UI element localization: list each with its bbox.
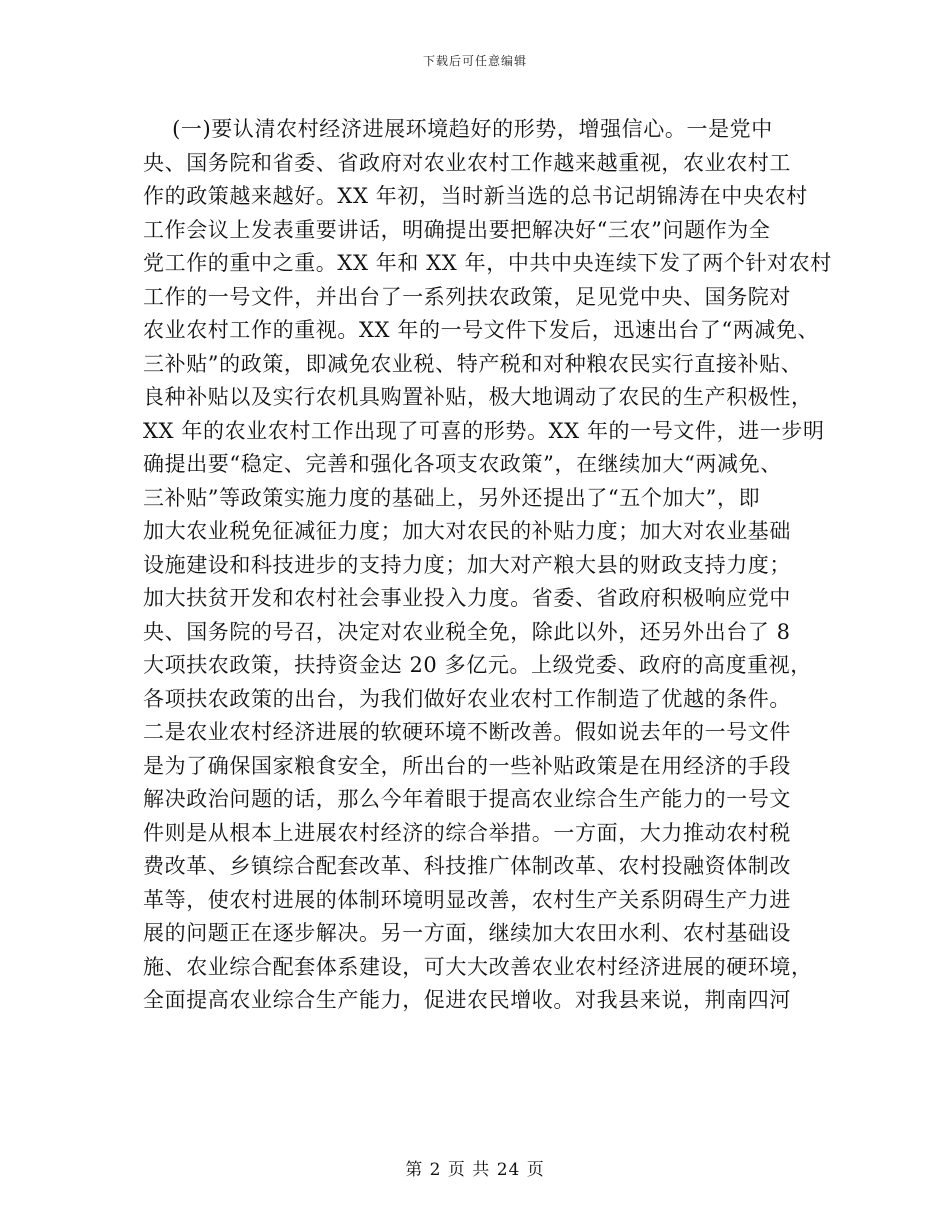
body-line: 加大农业税免征减征力度；加大对农民的补贴力度；加大对农业基础 [143,519,791,543]
body-line: 三补贴”等政策实施力度的基础上，另外还提出了“五个加大”，即 [143,485,761,510]
body-line: (一)要认清农村经济进展环境趋好的形势，增强信心。一是党中 [143,117,773,141]
body-line: 确提出要“稳定、完善和强化各项支农政策”，在继续加大“两减免、 [143,452,782,476]
body-line: 各项扶农政策的出台，为我们做好农业农村工作制造了优越的条件。 [143,686,791,711]
body-line: 件则是从根本上进展农村经济的综合举措。一方面，大力推动农村税 [143,820,791,845]
body-line: 革等，使农村进展的体制环境明显改善，农村生产关系阴碍生产力进 [143,887,791,912]
body-line: 二是农业农村经济进展的软硬环境不断改善。假如说去年的一号文件 [143,720,791,744]
body-line: 费改革、乡镇综合配套改革、科技推广体制改革、农村投融资体制改 [143,854,791,878]
body-line: 央、国务院和省委、省政府对农业农村工作越来越重视，农业农村工 [143,150,791,175]
page-header: 下载后可任意编辑 [422,54,527,68]
body-line: 大项扶农政策，扶持资金达 20 多亿元。上级党委、政府的高度重视， [143,653,812,677]
body-line: XX 年的农业农村工作出现了可喜的形势。XX 年的一号文件，进一步明 [143,418,825,443]
body-line: 作的政策越来越好。XX 年初，当时新当选的总书记胡锦涛在中央农村 [143,184,808,208]
body-line: 加大扶贫开发和农村社会事业投入力度。省委、省政府积极响应党中 [143,586,791,610]
page-footer: 第 2 页 共 24 页 [405,1160,545,1180]
body-line: 施、农业综合配套体系建设，可大大改善农业农村经济进展的硬环境， [143,954,813,979]
body-line: 央、国务院的号召，决定对农业税全免，除此以外，还另外出台了 8 [143,619,791,644]
body-line: 三补贴”的政策，即减免农业税、特产税和对种粮农民实行直接补贴、 [143,351,803,376]
body-line: 设施建设和科技进步的支持力度；加大对产粮大县的财政支持力度； [143,552,791,577]
body-line: 全面提高农业综合生产能力，促进农民增收。对我县来说，荆南四河 [143,988,791,1012]
body-line: 解决政治问题的话，那么今年着眼于提高农业综合生产能力的一号文 [143,787,791,811]
body-line: 工作会议上发表重要讲话，明确提出要把解决好“三农”问题作为全 [143,217,771,242]
body-line: 良种补贴以及实行农机具购置补贴，极大地调动了农民的生产积极性， [143,385,813,409]
body-line: 党工作的重中之重。XX 年和 XX 年，中共中央连续下发了两个针对农村 [143,251,832,275]
body-line: 是为了确保国家粮食安全，所出台的一些补贴政策是在用经济的手段 [143,753,791,778]
body-line: 工作的一号文件，并出台了一系列扶农政策，足见党中央、国务院对 [143,284,791,309]
document-body [143,113,832,1018]
body-line: 展的问题正在逐步解决。另一方面，继续加大农田水利、农村基础设 [143,921,791,945]
body-line: 农业农村工作的重视。XX 年的一号文件下发后，迅速出台了“两减免、 [143,318,820,342]
